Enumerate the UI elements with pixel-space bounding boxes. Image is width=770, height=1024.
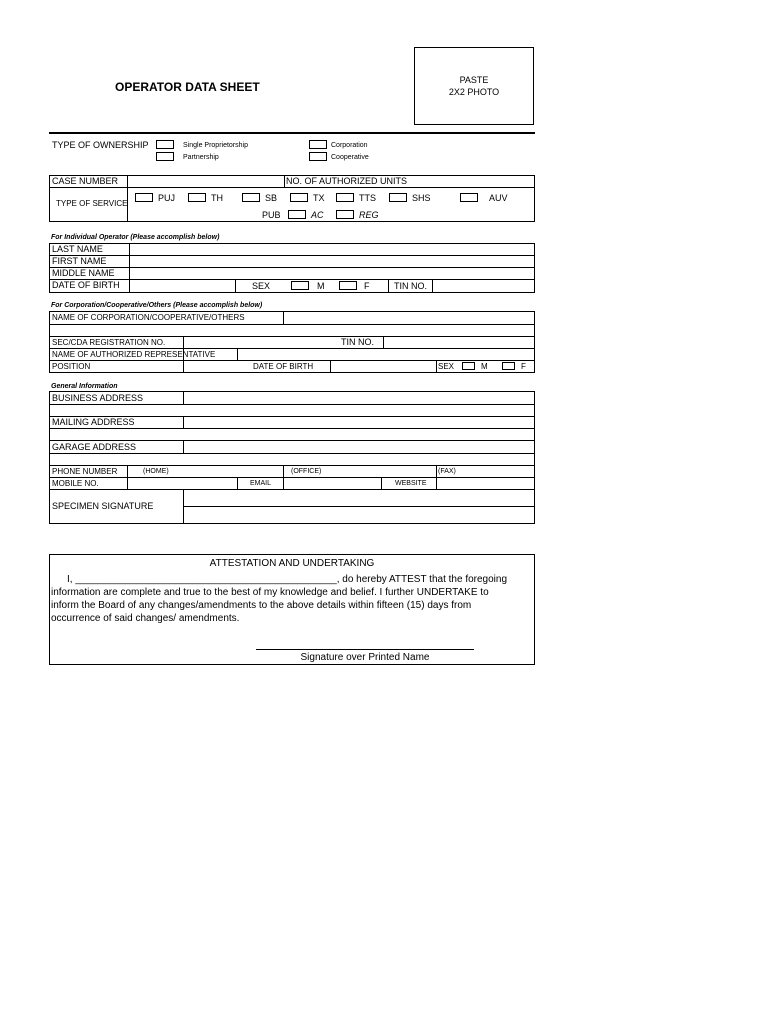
corporation-name-field[interactable] bbox=[284, 312, 534, 324]
tx-label: TX bbox=[313, 193, 325, 203]
last-name-field[interactable] bbox=[130, 244, 534, 255]
tin-field[interactable] bbox=[433, 280, 534, 292]
garage-address-field-extra[interactable] bbox=[50, 454, 534, 465]
position-label: POSITION bbox=[52, 362, 91, 371]
corp-sex-f-checkbox[interactable] bbox=[502, 362, 515, 370]
sb-checkbox[interactable] bbox=[242, 193, 260, 202]
phone-number-label: PHONE NUMBER bbox=[52, 467, 118, 476]
garage-address-label: GARAGE ADDRESS bbox=[52, 442, 137, 452]
partnership-label: Partnership bbox=[183, 154, 219, 161]
th-label: TH bbox=[211, 193, 223, 203]
sex-f-label: F bbox=[364, 281, 370, 291]
sex-m-checkbox[interactable] bbox=[291, 281, 309, 290]
specimen-signature-field[interactable] bbox=[184, 490, 534, 523]
corp-tin-field[interactable] bbox=[384, 337, 534, 348]
photo-box[interactable] bbox=[414, 47, 534, 125]
mailing-address-label: MAILING ADDRESS bbox=[52, 417, 135, 427]
attestation-line-1: I, _______________________________________________, do hereby ATTEST that the foregoing bbox=[67, 574, 508, 585]
business-address-label: BUSINESS ADDRESS bbox=[52, 393, 144, 403]
first-name-label: FIRST NAME bbox=[52, 256, 107, 266]
reg-label: REG bbox=[359, 210, 379, 220]
business-address-field-extra[interactable] bbox=[50, 405, 534, 416]
last-name-label: LAST NAME bbox=[52, 244, 103, 254]
signature-caption: Signature over Printed Name bbox=[300, 652, 430, 663]
mobile-field[interactable] bbox=[128, 478, 237, 489]
corporation-name-label: NAME OF CORPORATION/COOPERATIVE/OTHERS bbox=[52, 313, 245, 322]
general-heading: General Information bbox=[51, 383, 118, 390]
puj-label: PUJ bbox=[158, 193, 176, 203]
photo-label-line2: 2X2 PHOTO bbox=[448, 87, 500, 97]
corp-sex-m-label: M bbox=[481, 362, 488, 371]
corporation-label: Corporation bbox=[331, 142, 368, 149]
garage-address-field[interactable] bbox=[184, 441, 534, 453]
mobile-label: MOBILE NO. bbox=[52, 479, 99, 488]
attestation-heading: ATTESTATION AND UNDERTAKING bbox=[209, 558, 375, 569]
sec-registration-label: SEC/CDA REGISTRATION NO. bbox=[52, 338, 166, 347]
th-checkbox[interactable] bbox=[188, 193, 206, 202]
sex-f-checkbox[interactable] bbox=[339, 281, 357, 290]
tin-label: TIN NO. bbox=[394, 281, 427, 291]
phone-fax-label: (FAX) bbox=[438, 468, 456, 475]
attestation-line-3: inform the Board of any changes/amendments to the above details within fifteen (15) days from bbox=[51, 600, 472, 611]
corporation-checkbox[interactable] bbox=[309, 140, 327, 149]
authorized-rep-field[interactable] bbox=[238, 349, 534, 360]
cooperative-label: Cooperative bbox=[331, 154, 369, 161]
first-name-field[interactable] bbox=[130, 256, 534, 267]
type-of-service-label: TYPE OF SERVICE bbox=[56, 199, 128, 208]
business-address-field[interactable] bbox=[184, 392, 534, 404]
shs-label: SHS bbox=[412, 193, 431, 203]
authorized-units-label: NO. OF AUTHORIZED UNITS bbox=[286, 176, 408, 186]
single-proprietorship-label: Single Proprietorship bbox=[183, 142, 248, 149]
corp-tin-label: TIN NO. bbox=[341, 337, 374, 347]
corporation-heading: For Corporation/Cooperative/Others (Please accomplish below) bbox=[51, 302, 263, 309]
position-field[interactable] bbox=[50, 361, 182, 372]
corp-sex-m-checkbox[interactable] bbox=[462, 362, 475, 370]
phone-fax-field[interactable] bbox=[437, 466, 534, 477]
mailing-address-field[interactable] bbox=[184, 417, 534, 428]
tts-checkbox[interactable] bbox=[336, 193, 354, 202]
corporation-name-field-extra[interactable] bbox=[50, 325, 534, 336]
pub-label: PUB bbox=[262, 210, 281, 220]
attestation-line-2: information are complete and true to the best of my knowledge and belief. I further UNDERTAKE to bbox=[51, 587, 489, 598]
case-number-label: CASE NUMBER bbox=[52, 176, 119, 186]
website-field[interactable] bbox=[437, 478, 534, 489]
ownership-label: TYPE OF OWNERSHIP bbox=[52, 140, 149, 150]
sex-m-label: M bbox=[317, 281, 325, 291]
mailing-address-field-extra[interactable] bbox=[50, 429, 534, 440]
signature-line[interactable] bbox=[256, 649, 474, 650]
corp-sex-f-label: F bbox=[521, 362, 526, 371]
title-divider bbox=[49, 132, 535, 134]
phone-office-field[interactable] bbox=[284, 466, 436, 477]
sex-label: SEX bbox=[252, 281, 271, 291]
email-field[interactable] bbox=[284, 478, 381, 489]
auv-checkbox[interactable] bbox=[460, 193, 478, 202]
partnership-checkbox[interactable] bbox=[156, 152, 174, 161]
corp-sex-label: SEX bbox=[438, 362, 455, 371]
ac-checkbox[interactable] bbox=[288, 210, 306, 219]
ac-label: AC bbox=[311, 210, 324, 220]
shs-checkbox[interactable] bbox=[389, 193, 407, 202]
reg-checkbox[interactable] bbox=[336, 210, 354, 219]
date-of-birth-field[interactable] bbox=[130, 280, 234, 292]
sb-label: SB bbox=[265, 193, 278, 203]
email-label: EMAIL bbox=[250, 480, 272, 487]
puj-checkbox[interactable] bbox=[135, 193, 153, 202]
specimen-signature-label: SPECIMEN SIGNATURE bbox=[52, 501, 154, 511]
phone-office-label: (OFFICE) bbox=[291, 468, 322, 475]
individual-heading: For Individual Operator (Please accomplish below) bbox=[51, 234, 220, 241]
middle-name-label: MIDDLE NAME bbox=[52, 268, 115, 278]
corp-dob-label: DATE OF BIRTH bbox=[253, 362, 314, 371]
single-proprietorship-checkbox[interactable] bbox=[156, 140, 174, 149]
website-label: WEBSITE bbox=[395, 480, 427, 487]
page-title: OPERATOR DATA SHEET bbox=[115, 80, 260, 94]
phone-home-field[interactable] bbox=[128, 466, 283, 477]
date-of-birth-label: DATE OF BIRTH bbox=[52, 280, 120, 290]
middle-name-field[interactable] bbox=[130, 268, 534, 279]
cooperative-checkbox[interactable] bbox=[309, 152, 327, 161]
phone-home-label: (HOME) bbox=[143, 468, 169, 475]
authorized-rep-label: NAME OF AUTHORIZED REPRESENTATIVE bbox=[52, 350, 216, 359]
tx-checkbox[interactable] bbox=[290, 193, 308, 202]
corp-dob-field[interactable] bbox=[331, 361, 435, 372]
photo-label-line1: PASTE bbox=[459, 75, 489, 85]
auv-label: AUV bbox=[489, 193, 508, 203]
case-number-field[interactable] bbox=[128, 176, 283, 187]
attestation-line-4: occurrence of said changes/ amendments. bbox=[51, 613, 240, 624]
tts-label: TTS bbox=[359, 193, 376, 203]
